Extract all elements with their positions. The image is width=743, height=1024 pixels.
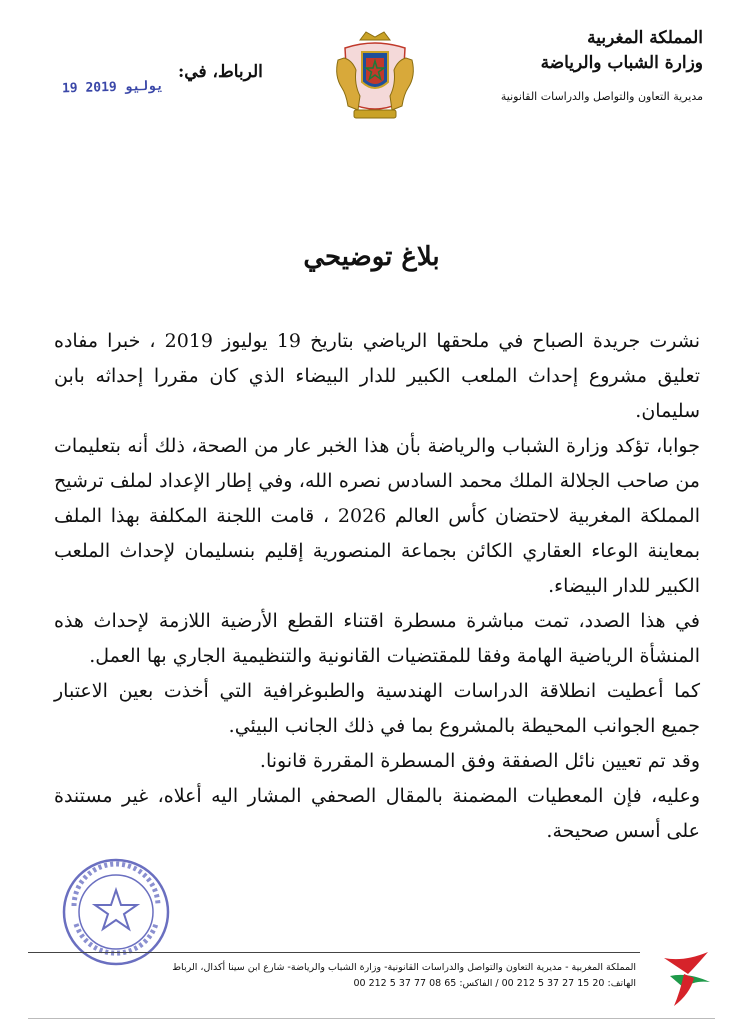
document-title: بلاغ توضيحي — [303, 242, 440, 272]
paragraph: وعليه، فإن المعطيات المضمنة بالمقال الصحفي المشار اليه أعلاه، غير مستندة على أسس صحيحة. — [54, 785, 700, 842]
city-date-label: الرباط، في: — [178, 62, 263, 82]
paragraph: كما أعطيت انطلاقة الدراسات الهندسية والطبوغرافية التي أخذت بعين الاعتبار جميع الجوانب المحيطة بالمشروع بما في ذلك الجانب البيئي. — [54, 680, 700, 737]
directorate-name: مديرية التعاون والتواصل والدراسات القانونية — [500, 90, 703, 103]
kingdom-name: المملكة المغربية — [587, 28, 703, 48]
letterhead — [501, 26, 703, 103]
coat-of-arms-icon — [330, 30, 420, 125]
footer-address: المملكة المغربية - مديرية التعاون والتواصل والدراسات القانونية- وزارة الشباب والرياضة- شارع ابن سينا أكدال، الرباط — [172, 962, 636, 973]
paragraph: نشرت جريدة الصباح في ملحقها الرياضي بتاريخ 19 يوليوز 2019 ، خبرا مفاده تعليق مشروع إحداث الملعب الكبير للدار البيضاء الذي كان مقررا إحداثه بابن سليمان. — [54, 330, 700, 422]
footer — [120, 960, 636, 992]
footer-contacts: الهاتف: 20 15 27 37 5 212 00 / الفاكس: 65 08 77 37 5 212 00 — [353, 978, 636, 989]
ministry-name: وزارة الشباب والرياضة — [540, 53, 703, 73]
paragraph: في هذا الصدد، تمت مباشرة مسطرة اقتناء القطع الأرضية اللازمة لإحداث هذه المنشأة الرياضية الهامة وفقا للمقتضيات القانونية والتنظيمية الجاري بها العمل. — [54, 610, 700, 667]
page-bottom-rule — [28, 1018, 715, 1019]
paragraph: وقد تم تعيين نائل الصفقة وفق المسطرة المقررة قانونا. — [259, 750, 700, 772]
paragraph: جوابا، تؤكد وزارة الشباب والرياضة بأن هذا الخبر عار من الصحة، ذلك أنه بتعليمات من صاحب الجلالة الملك محمد السادس نصره الله، وفي إطار الإعداد لملف ترشيح المملكة المغربية لاحتضان كأس العالم 2026 ، قامت اللجنة المكلفة بهذا الملف بمعاينة الوعاء العقاري الكائن بجماعة المنصورية إقليم بنسليمان لإحداث الملعب الكبير للدار البيضاء. — [54, 435, 700, 597]
footer-divider — [28, 952, 640, 953]
ministry-logo-icon — [660, 948, 715, 1008]
date-stamp: 19 يوليو 2019 — [61, 78, 164, 97]
document-body — [54, 324, 700, 849]
